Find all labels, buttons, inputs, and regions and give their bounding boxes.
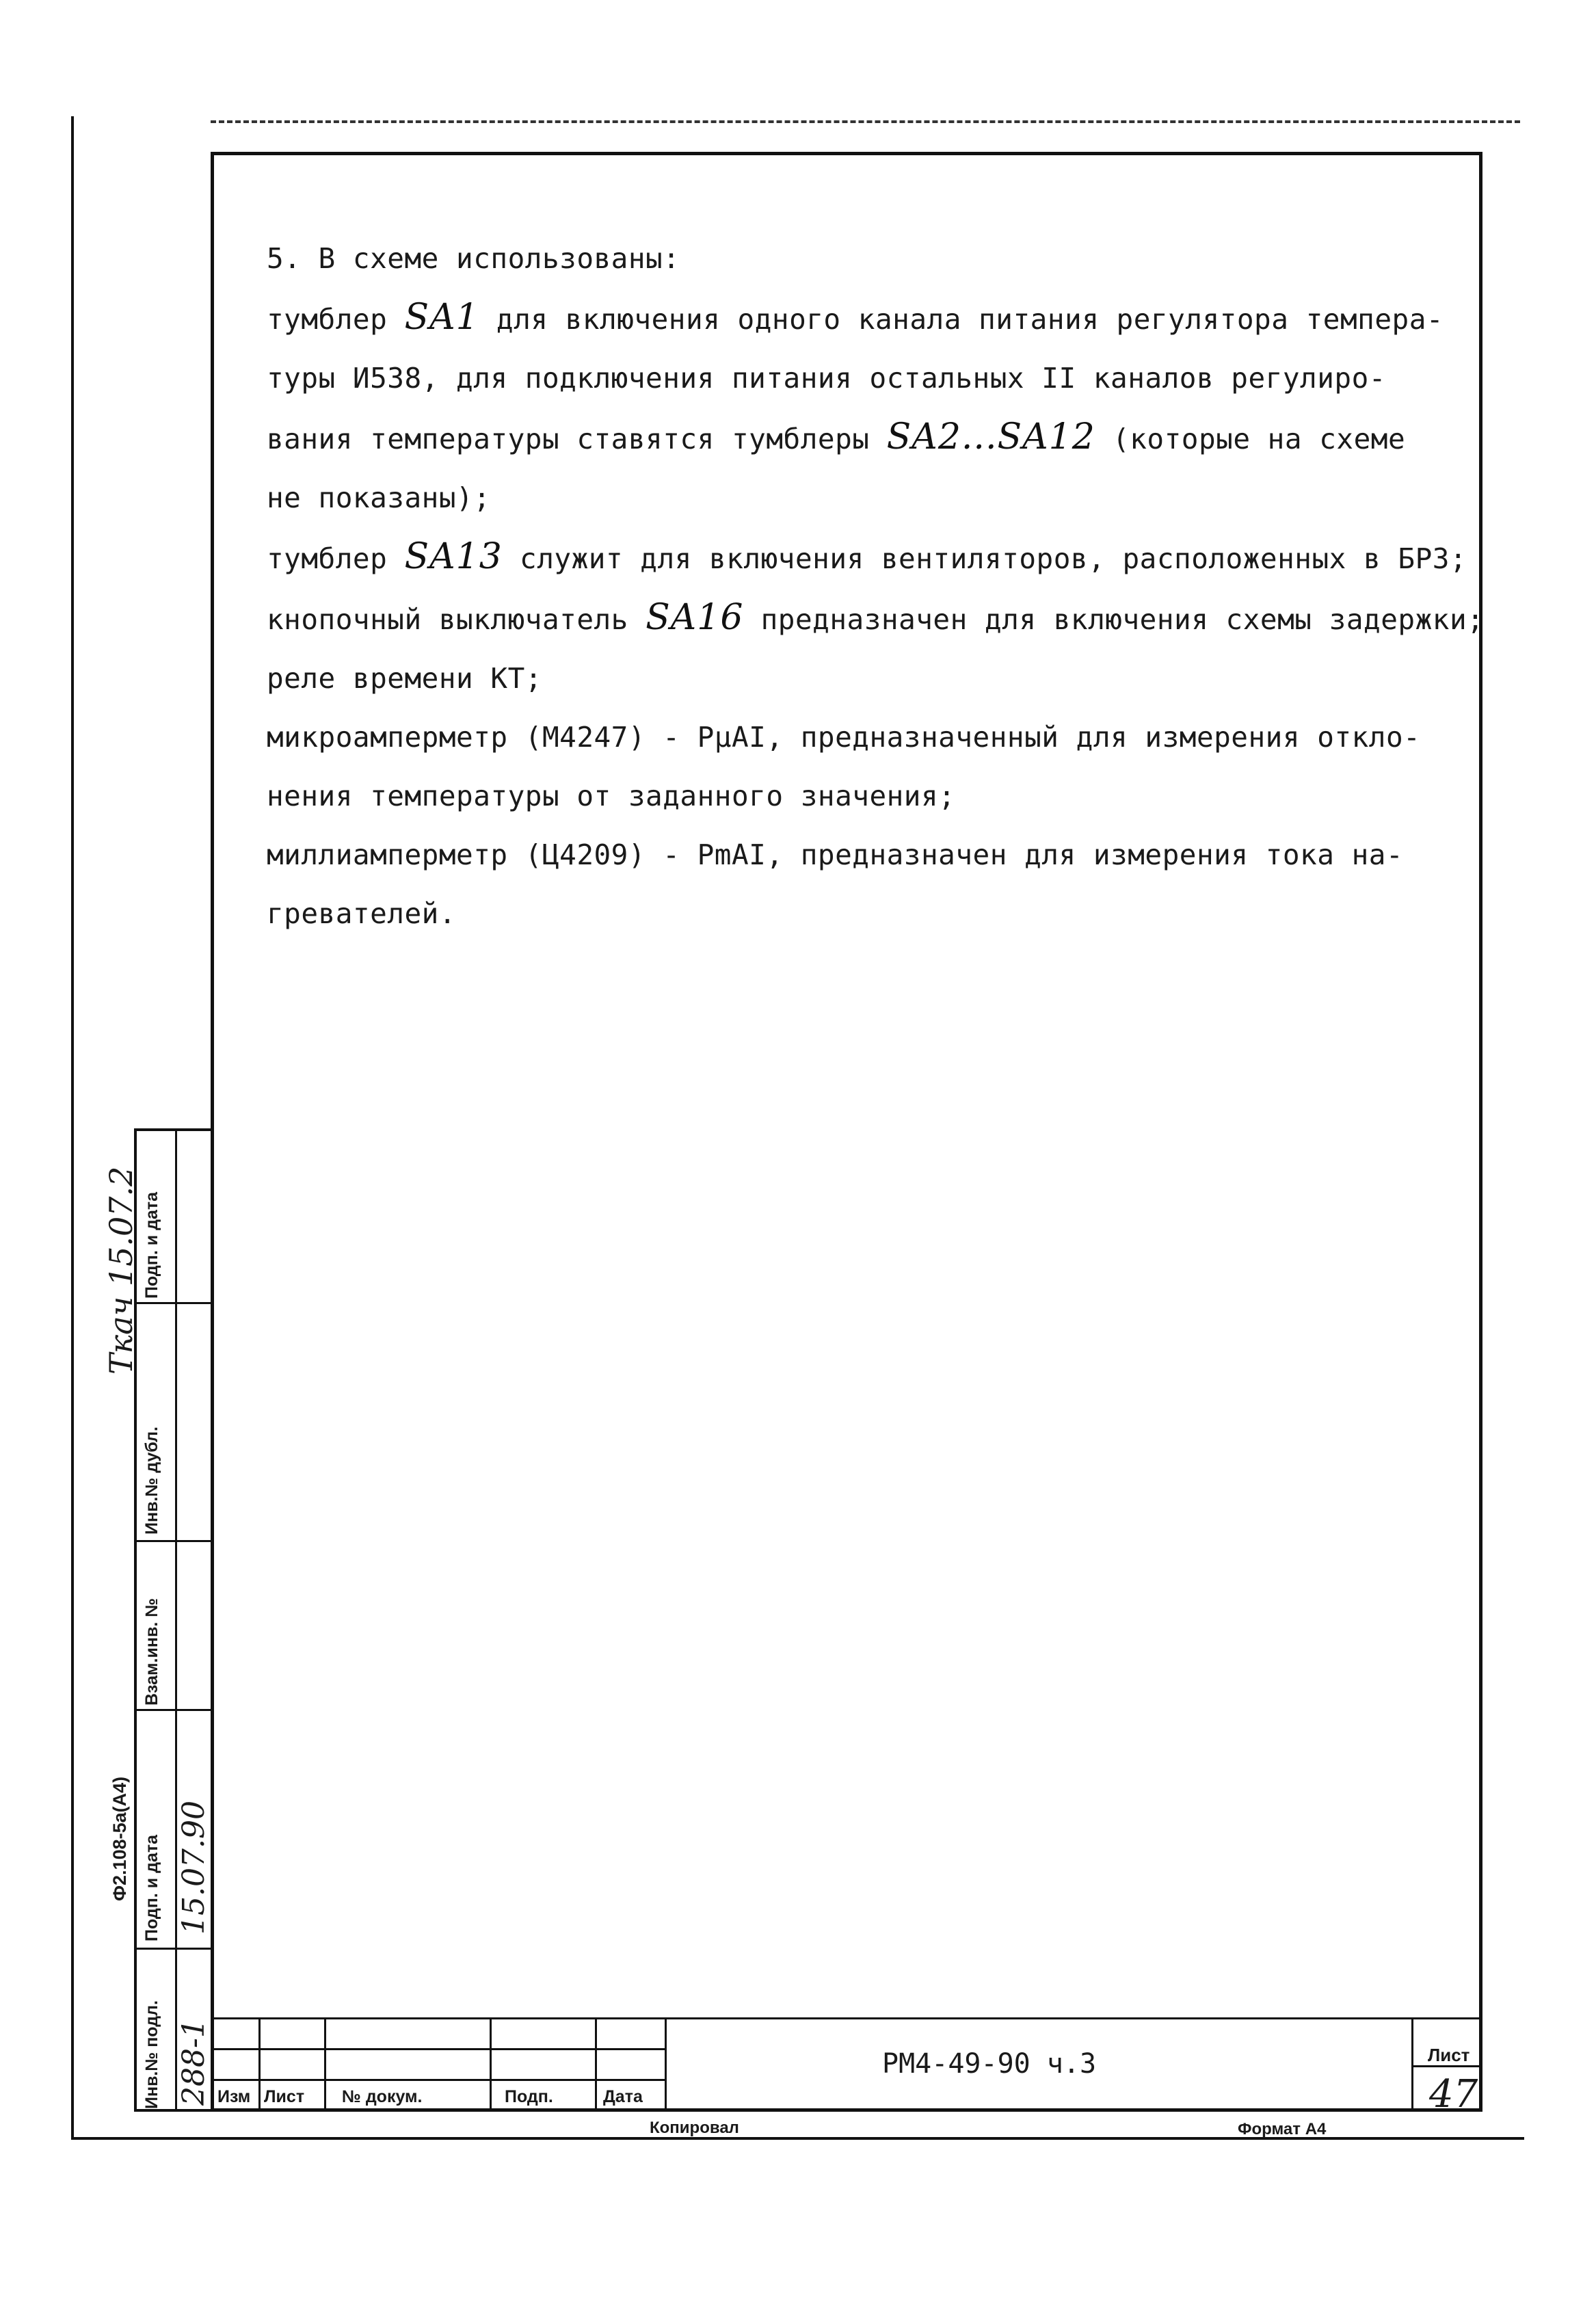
body-text-span: миллиамперметр (Ц4209) - PmAI, предназначен для измерения тока на- (267, 838, 1404, 871)
side-stamp-row-line (137, 1302, 213, 1304)
body-text-span: вания температуры ставятся тумблеры (267, 423, 887, 455)
handwritten-designation: SA16 (646, 597, 744, 638)
side-stamp-row-line (137, 1540, 213, 1542)
document-code: РМ4-49-90 ч.3 (882, 2048, 1097, 2080)
handwritten-designation: SA2...SA12 (886, 416, 1095, 457)
body-line (267, 468, 1457, 527)
handwritten-sign-date: 15.07.90 (176, 1801, 211, 1935)
side-label-podp-data-2: Подп. и дата (142, 1191, 161, 1299)
title-label-sign: Подп. (505, 2087, 553, 2106)
footer-copied: Копировал (650, 2119, 739, 2137)
title-col-line (324, 2017, 326, 2112)
body-text-span: (которые на схеме (1095, 423, 1406, 455)
body-line (267, 588, 1485, 649)
body-text-span: не показаны); (267, 481, 491, 514)
side-label-inv-podl: Инв.№ подл. (142, 2000, 161, 2109)
title-block-row-line (213, 2048, 665, 2050)
body-text-span: микроамперметр (М4247) - PμAI, предназначенный для измерения откло- (267, 721, 1421, 754)
body-text-span: тумблер (267, 303, 405, 336)
body-text-span: 5. В схеме использованы: (267, 242, 680, 275)
handwritten-inv-number: 288-1 (176, 2019, 211, 2106)
handwritten-designation: SA13 (404, 536, 503, 577)
side-stamp-row-line (137, 1948, 213, 1950)
body-line (267, 708, 1457, 767)
side-label-vzam-inv: Взам.инв. № (142, 1597, 161, 1706)
sheet-col-line (1411, 2017, 1413, 2112)
body-text-span: для включения одного канала питания регулятора темпера- (479, 303, 1444, 336)
side-stamp-column (134, 1128, 213, 2112)
body-line (267, 408, 1457, 468)
body-text-span: туры И538, для подключения питания остальных II каналов регулиро- (267, 362, 1386, 395)
body-text-span: предназначен для включения схемы задержки; (743, 603, 1485, 636)
left-outer-line (71, 116, 74, 2137)
handwritten-signature-top: Ткач 15.07.2 (103, 1166, 139, 1375)
side-stamp-divider (175, 1131, 177, 2109)
title-label-list: Лист (264, 2087, 305, 2106)
top-dashed-line (211, 120, 1520, 123)
title-col-line (665, 2017, 667, 2112)
body-text-span: реле времени КТ; (267, 662, 542, 695)
side-label-inv-dubl: Инв.№ дубл. (142, 1427, 161, 1535)
title-label-doc-num: № докум. (342, 2087, 423, 2106)
body-text-span: гревателей. (267, 897, 457, 930)
sheet-label: Лист (1428, 2045, 1470, 2065)
body-line (267, 229, 1457, 288)
body-line (267, 649, 1457, 708)
footer-format: Формат А4 (1238, 2120, 1327, 2138)
title-label-izm: Изм (217, 2087, 251, 2106)
title-col-line (258, 2017, 261, 2112)
body-line (267, 288, 1457, 349)
document-body (267, 229, 1485, 943)
body-line (267, 527, 1467, 588)
body-line (267, 825, 1457, 884)
body-line (267, 767, 1457, 825)
title-label-date: Дата (603, 2087, 643, 2106)
title-block-row-line (213, 2079, 665, 2081)
body-text-span: нения температуры от заданного значения; (267, 780, 956, 812)
sheet-number: 47 (1429, 2072, 1478, 2117)
body-text-span: служит для включения вентиляторов, расположенных в БРЗ; (502, 542, 1467, 575)
side-label-podp-data: Подп. и дата (142, 1834, 161, 1941)
body-line (267, 884, 1457, 943)
title-col-line (595, 2017, 597, 2112)
title-col-line (490, 2017, 492, 2112)
body-line (267, 349, 1457, 408)
body-text-span: тумблер (267, 542, 405, 575)
handwritten-designation: SA1 (404, 297, 479, 338)
body-text-span: кнопочный выключатель (267, 603, 646, 636)
form-code: Ф2.108-5а(А4) (109, 1776, 130, 1901)
side-stamp-row-line (137, 1709, 213, 1711)
title-block-top-line (213, 2017, 1482, 2019)
